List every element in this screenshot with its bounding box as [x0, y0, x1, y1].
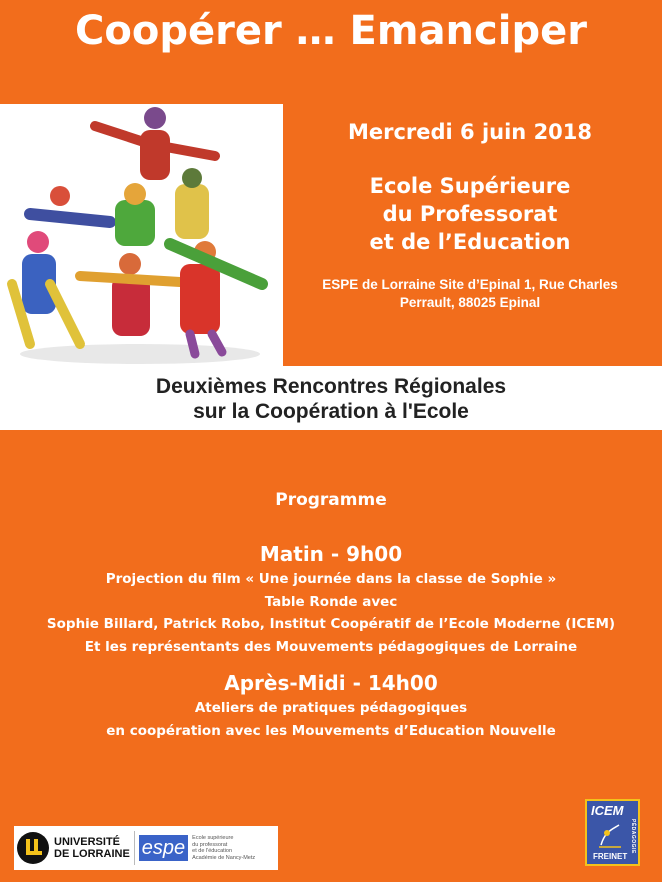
program-section: [0, 488, 662, 742]
session-line: Ateliers de pratiques pédagogiques: [194, 700, 468, 716]
venue-name-line: et de l’Education: [369, 230, 571, 254]
espe-text-line: Ecole supérieure: [192, 835, 234, 841]
poster-title: Coopérer … Emanciper: [75, 8, 587, 54]
banner-line: Deuxièmes Rencontres Régionales: [155, 375, 507, 398]
banner-line: sur la Coopération à l'Ecole: [193, 400, 469, 423]
sculpture-photo: [0, 104, 283, 366]
logo-divider: [134, 831, 135, 865]
universite-lorraine-logo: [14, 826, 130, 870]
venue-address-line: ESPE de Lorraine Site d’Epinal 1, Rue Charles: [322, 277, 618, 292]
espe-logo: [139, 835, 266, 861]
icem-figure-icon: [595, 821, 625, 849]
venue-name-line: du Professorat: [382, 202, 558, 226]
session-line: Projection du film « Une journée dans la classe de Sophie »: [105, 571, 557, 587]
venue-address: [300, 276, 640, 312]
espe-text-line: Académie de Nancy-Metz: [192, 854, 256, 861]
ul-text-line: UNIVERSITÉ: [54, 836, 121, 848]
event-banner: [0, 366, 662, 430]
session-title-matin: Matin - 9h00: [259, 542, 403, 566]
session-line: Table Ronde avec: [264, 593, 398, 610]
session-line: Sophie Billard, Patrick Robo, Institut Coopératif de l’Ecole Moderne (ICEM): [46, 616, 616, 632]
session-line: en coopération avec les Mouvements d’Education Nouvelle: [106, 722, 556, 739]
espe-text-line: du professorat: [192, 841, 228, 848]
venue-address-line: Perrault, 88025 Epinal: [399, 295, 541, 310]
event-info: [300, 118, 640, 312]
event-date: Mercredi 6 juin 2018: [347, 120, 593, 144]
venue-name: [300, 172, 640, 256]
espe-text: [192, 835, 266, 861]
session-line: Et les représentants des Mouvements pédagogiques de Lorraine: [84, 638, 578, 655]
icem-bottom-text: FREINET: [593, 852, 628, 861]
ul-text-line: DE LORRAINE: [54, 848, 130, 860]
paper-mache-figures-image: [0, 104, 283, 366]
partner-logos: [14, 826, 278, 870]
universite-lorraine-logo-icon: [16, 831, 50, 865]
session-title-apres-midi: Après-Midi - 14h00: [224, 671, 438, 695]
program-heading: Programme: [275, 490, 387, 510]
icem-logo: [585, 799, 640, 866]
universite-lorraine-text: [54, 836, 130, 860]
espe-text-line: et de l'éducation: [192, 848, 233, 854]
venue-name-line: Ecole Supérieure: [369, 174, 571, 198]
icem-title: ICEM: [591, 803, 624, 818]
espe-mark: espe: [139, 835, 188, 861]
icem-vertical-text: PÉDAGOGIE: [630, 819, 636, 854]
